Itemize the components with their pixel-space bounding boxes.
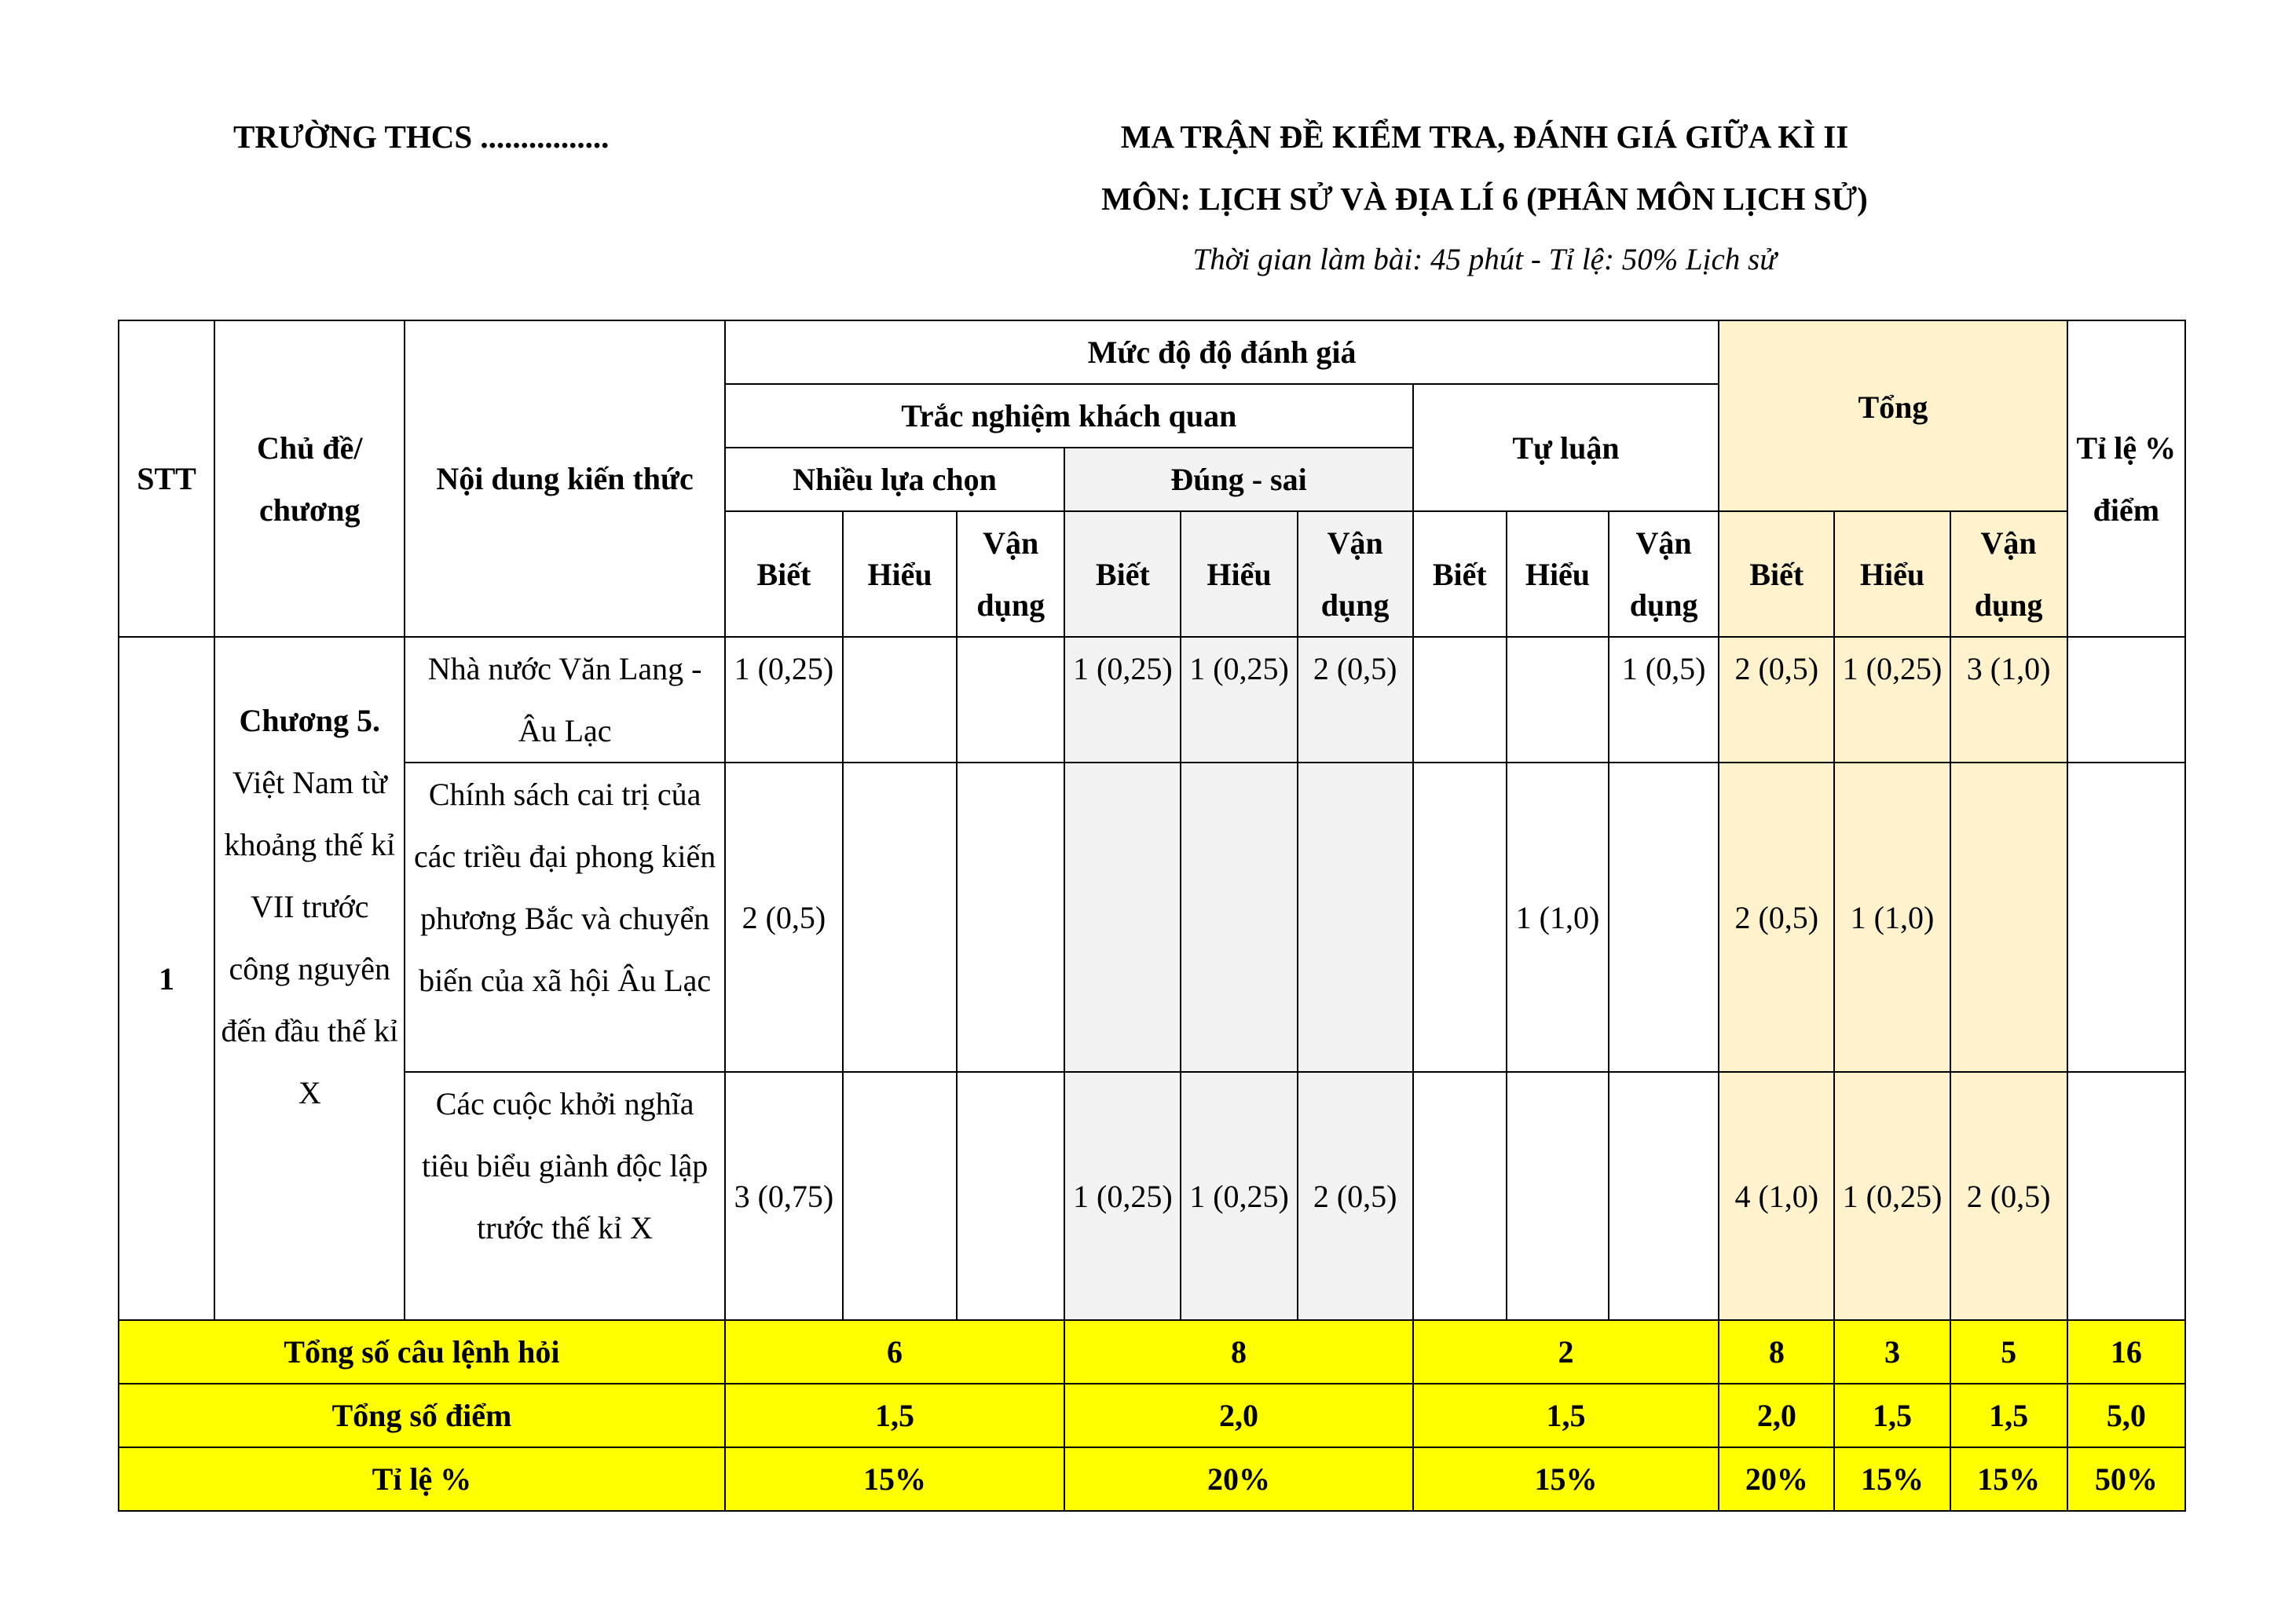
chapter-name: Việt Nam từ khoảng thế kỉ VII trước công nguyên đến đầu thế kỉ X <box>221 765 398 1110</box>
header-stt: STT <box>119 320 214 637</box>
cell-mc-understand <box>843 637 957 763</box>
content-cell: Nhà nước Văn Lang - Âu Lạc <box>405 637 724 763</box>
cell-total-apply: 2 (0,5) <box>1950 1072 2067 1320</box>
exam-info: Thời gian làm bài: 45 phút - Tỉ lệ: 50% Lịch sử <box>1192 243 1777 276</box>
summary-total-understand: 15% <box>1834 1447 1950 1511</box>
cell-total-know: 2 (0,5) <box>1719 763 1834 1072</box>
summary-tf: 2,0 <box>1064 1384 1412 1447</box>
header-mc-know: Biết <box>725 511 843 637</box>
cell-essay-understand: 1 (1,0) <box>1507 763 1609 1072</box>
cell-tf-know: 1 (0,25) <box>1064 1072 1181 1320</box>
header-multiple-choice: Nhiều lựa chọn <box>725 448 1064 511</box>
summary-mc: 6 <box>725 1320 1064 1384</box>
header-topic: Chủ đề/ chương <box>214 320 405 637</box>
header-total-know: Biết <box>1719 511 1834 637</box>
cell-mc-apply <box>957 1072 1064 1320</box>
cell-essay-know <box>1413 763 1507 1072</box>
document-title: MA TRẬN ĐỀ KIỂM TRA, ĐÁNH GIÁ GIỮA KÌ II <box>1120 119 1849 155</box>
summary-total-apply: 15% <box>1950 1447 2067 1511</box>
summary-tf: 8 <box>1064 1320 1412 1384</box>
assessment-matrix-table <box>118 320 2186 1512</box>
header-percent: Tỉ lệ % điểm <box>2067 320 2185 637</box>
header-content: Nội dung kiến thức <box>405 320 724 637</box>
cell-mc-understand <box>843 763 957 1072</box>
cell-total-understand: 1 (0,25) <box>1834 1072 1950 1320</box>
summary-total-apply: 1,5 <box>1950 1384 2067 1447</box>
summary-total-all: 50% <box>2067 1447 2185 1511</box>
cell-mc-apply <box>957 637 1064 763</box>
header-assessment-level: Mức độ độ đánh giá <box>725 320 1719 384</box>
school-name: TRƯỜNG THCS ................ <box>233 119 610 155</box>
cell-tf-apply: 2 (0,5) <box>1298 637 1413 763</box>
cell-tf-apply: 2 (0,5) <box>1298 1072 1413 1320</box>
header-objective-test: Trắc nghiệm khách quan <box>725 384 1413 448</box>
chapter-number: Chương 5. <box>239 703 381 738</box>
header-tf-understand: Hiểu <box>1181 511 1297 637</box>
summary-row-points <box>119 1384 2185 1447</box>
content-cell: Chính sách cai trị của các triều đại phong kiến phương Bắc và chuyển biến của xã hội Âu Lạc <box>405 763 724 1072</box>
summary-label: Tổng số điểm <box>119 1384 725 1447</box>
header-total-understand: Hiểu <box>1834 511 1950 637</box>
cell-total-understand: 1 (0,25) <box>1834 637 1950 763</box>
cell-essay-apply <box>1609 763 1719 1072</box>
summary-essay: 15% <box>1413 1447 1719 1511</box>
cell-tf-understand: 1 (0,25) <box>1181 637 1297 763</box>
subject-title: MÔN: LỊCH SỬ VÀ ĐỊA LÍ 6 (PHÂN MÔN LỊCH SỬ) <box>1101 181 1868 217</box>
row-stt: 1 <box>119 637 214 1320</box>
cell-mc-know: 1 (0,25) <box>725 637 843 763</box>
header-tf-know: Biết <box>1064 511 1181 637</box>
summary-total-all: 16 <box>2067 1320 2185 1384</box>
header-tf-apply: Vận dụng <box>1298 511 1413 637</box>
summary-total-apply: 5 <box>1950 1320 2067 1384</box>
summary-row-percent <box>119 1447 2185 1511</box>
cell-total-understand: 1 (1,0) <box>1834 763 1950 1072</box>
summary-total-understand: 3 <box>1834 1320 1950 1384</box>
cell-tf-understand: 1 (0,25) <box>1181 1072 1297 1320</box>
header-essay-understand: Hiểu <box>1507 511 1609 637</box>
cell-essay-understand <box>1507 1072 1609 1320</box>
header-essay-know: Biết <box>1413 511 1507 637</box>
cell-total-apply: 3 (1,0) <box>1950 637 2067 763</box>
header-total: Tổng <box>1719 320 2067 511</box>
cell-tf-understand <box>1181 763 1297 1072</box>
cell-percent <box>2067 637 2185 763</box>
summary-essay: 1,5 <box>1413 1384 1719 1447</box>
summary-label: Tỉ lệ % <box>119 1447 725 1511</box>
cell-essay-apply: 1 (0,5) <box>1609 637 1719 763</box>
summary-row-questions <box>119 1320 2185 1384</box>
summary-mc: 1,5 <box>725 1384 1064 1447</box>
cell-mc-apply <box>957 763 1064 1072</box>
cell-total-apply <box>1950 763 2067 1072</box>
header-essay: Tự luận <box>1413 384 1719 511</box>
header-mc-apply: Vận dụng <box>957 511 1064 637</box>
content-cell: Các cuộc khởi nghĩa tiêu biểu giành độc lập trước thế kỉ X <box>405 1072 724 1320</box>
cell-mc-understand <box>843 1072 957 1320</box>
cell-total-know: 2 (0,5) <box>1719 637 1834 763</box>
cell-tf-apply <box>1298 763 1413 1072</box>
summary-tf: 20% <box>1064 1447 1412 1511</box>
cell-tf-know: 1 (0,25) <box>1064 637 1181 763</box>
header-row-1 <box>119 320 2185 384</box>
summary-mc: 15% <box>725 1447 1064 1511</box>
table-row <box>119 763 2185 1072</box>
cell-percent <box>2067 1072 2185 1320</box>
summary-total-all: 5,0 <box>2067 1384 2185 1447</box>
cell-mc-know: 2 (0,5) <box>725 763 843 1072</box>
header-mc-understand: Hiểu <box>843 511 957 637</box>
summary-label: Tổng số câu lệnh hỏi <box>119 1320 725 1384</box>
table-row <box>119 637 2185 763</box>
table-row <box>119 1072 2185 1320</box>
summary-total-understand: 1,5 <box>1834 1384 1950 1447</box>
cell-essay-apply <box>1609 1072 1719 1320</box>
summary-essay: 2 <box>1413 1320 1719 1384</box>
cell-essay-know <box>1413 637 1507 763</box>
header-essay-apply: Vận dụng <box>1609 511 1719 637</box>
cell-essay-know <box>1413 1072 1507 1320</box>
header-true-false: Đúng - sai <box>1064 448 1412 511</box>
cell-mc-know: 3 (0,75) <box>725 1072 843 1320</box>
cell-essay-understand <box>1507 637 1609 763</box>
cell-tf-know <box>1064 763 1181 1072</box>
header-total-apply: Vận dụng <box>1950 511 2067 637</box>
summary-total-know: 8 <box>1719 1320 1834 1384</box>
summary-total-know: 20% <box>1719 1447 1834 1511</box>
cell-total-know: 4 (1,0) <box>1719 1072 1834 1320</box>
chapter-cell <box>214 637 405 1320</box>
cell-percent <box>2067 763 2185 1072</box>
summary-total-know: 2,0 <box>1719 1384 1834 1447</box>
